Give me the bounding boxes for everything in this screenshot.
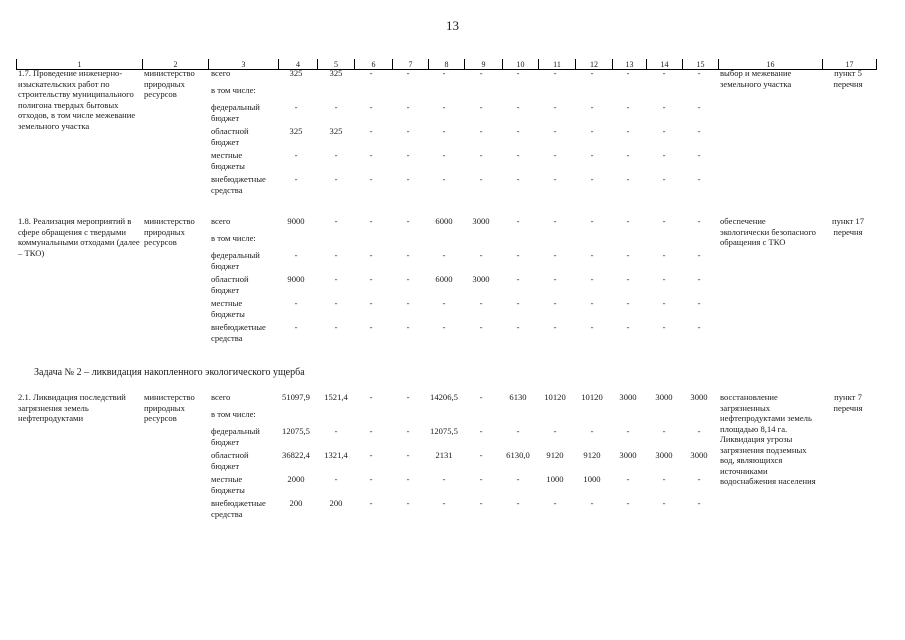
funding-value: -: [369, 274, 373, 284]
funding-value: -: [294, 322, 298, 332]
funding-value: 9000: [287, 216, 305, 226]
funding-value: -: [590, 126, 594, 136]
funding-value: -: [697, 216, 701, 226]
funding-value: -: [662, 274, 666, 284]
funding-value: -: [626, 474, 630, 484]
funding-value: -: [662, 102, 666, 112]
funding-value: -: [662, 298, 666, 308]
funding-source: местные бюджеты: [211, 298, 245, 319]
funding-value: -: [369, 150, 373, 160]
funding-value: 2131: [435, 450, 453, 460]
funding-value: -: [626, 274, 630, 284]
funding-source: областной бюджет: [211, 126, 249, 147]
funding-value: -: [516, 498, 520, 508]
funding-value: 3000: [619, 392, 637, 402]
funding-source: в том числе:: [211, 85, 256, 95]
block-executor: министерство природных ресурсов: [144, 216, 195, 247]
funding-value: 14206,5: [430, 392, 458, 402]
funding-value: -: [479, 250, 483, 260]
funding-value: -: [626, 174, 630, 184]
block-executor: министерство природных ресурсов: [144, 392, 195, 423]
funding-value: -: [442, 298, 446, 308]
funding-value: -: [442, 498, 446, 508]
funding-value: -: [662, 474, 666, 484]
list-reference: пункт 7 перечня: [833, 392, 863, 413]
funding-value: -: [662, 216, 666, 226]
funding-source: всего: [211, 392, 231, 402]
funding-source: в том числе:: [211, 233, 256, 243]
funding-source: внебюджетные средства: [211, 322, 266, 343]
funding-value: 200: [329, 498, 343, 508]
funding-value: -: [442, 322, 446, 332]
funding-value: -: [479, 126, 483, 136]
funding-value: -: [697, 174, 701, 184]
funding-value: -: [516, 298, 520, 308]
funding-value: 9120: [546, 450, 564, 460]
funding-value: -: [334, 298, 338, 308]
funding-value: -: [626, 216, 630, 226]
funding-value: -: [697, 426, 701, 436]
block-executor: министерство природных ресурсов: [144, 68, 195, 99]
funding-value: -: [590, 216, 594, 226]
funding-value: 200: [289, 498, 303, 508]
funding-value: 1321,4: [324, 450, 348, 460]
funding-value: -: [626, 298, 630, 308]
funding-value: -: [334, 474, 338, 484]
block-title: 1.8. Реализация мероприятий в сфере обращения с твердыми коммунальными отходами (далее – ТКО): [18, 216, 140, 258]
task-heading: Задача № 2 – ликвидация накопленного экологического ущерба: [34, 367, 305, 378]
column-number-17: 17: [822, 59, 877, 70]
funding-value: -: [662, 498, 666, 508]
funding-value: -: [406, 298, 410, 308]
funding-value: -: [626, 126, 630, 136]
funding-value: -: [516, 322, 520, 332]
funding-value: -: [590, 298, 594, 308]
funding-source: всего: [211, 216, 231, 226]
funding-value: 1521,4: [324, 392, 348, 402]
funding-value: 325: [329, 68, 343, 78]
funding-value: -: [662, 174, 666, 184]
funding-value: -: [479, 322, 483, 332]
funding-source: местные бюджеты: [211, 474, 245, 495]
funding-value: -: [590, 274, 594, 284]
funding-value: 325: [289, 68, 303, 78]
funding-value: 51097,9: [282, 392, 310, 402]
funding-value: -: [697, 498, 701, 508]
column-number-1: 1: [16, 59, 143, 70]
funding-value: -: [697, 298, 701, 308]
funding-value: -: [662, 150, 666, 160]
funding-value: -: [479, 174, 483, 184]
funding-value: 3000: [690, 392, 708, 402]
funding-value: -: [590, 102, 594, 112]
block-title: 2.1. Ликвидация последствий загрязнения земель нефтепродуктами: [18, 392, 126, 423]
expected-result: восстановление загрязненных нефтепродуктами земель площадью 8,14 га. Ликвидация угрозы загрязнения подземных вод, являющихся источниками водоснабжения населения: [720, 392, 816, 486]
column-number-2: 2: [142, 59, 209, 70]
funding-value: -: [697, 68, 701, 78]
funding-value: -: [697, 250, 701, 260]
expected-result: выбор и межевание земельного участка: [720, 68, 792, 89]
funding-value: -: [294, 174, 298, 184]
funding-value: -: [553, 102, 557, 112]
column-number-7: 7: [392, 59, 429, 70]
funding-value: -: [516, 474, 520, 484]
column-number-13: 13: [612, 59, 647, 70]
funding-value: -: [553, 250, 557, 260]
funding-value: -: [553, 274, 557, 284]
funding-value: -: [334, 250, 338, 260]
funding-value: -: [334, 322, 338, 332]
funding-source: местные бюджеты: [211, 150, 245, 171]
list-reference: пункт 17 перечня: [831, 216, 865, 237]
funding-value: -: [334, 426, 338, 436]
funding-value: 6130,0: [506, 450, 530, 460]
funding-value: -: [442, 150, 446, 160]
funding-value: -: [516, 126, 520, 136]
funding-value: 6130: [509, 392, 527, 402]
funding-value: 10120: [544, 392, 566, 402]
funding-value: -: [626, 426, 630, 436]
column-number-16: 16: [718, 59, 823, 70]
funding-value: -: [406, 250, 410, 260]
funding-value: 3000: [472, 274, 490, 284]
funding-value: -: [442, 126, 446, 136]
funding-value: -: [553, 426, 557, 436]
funding-value: -: [406, 102, 410, 112]
funding-value: -: [369, 216, 373, 226]
funding-value: 6000: [435, 274, 453, 284]
funding-value: -: [479, 298, 483, 308]
funding-value: -: [697, 474, 701, 484]
funding-value: -: [369, 126, 373, 136]
column-number-3: 3: [208, 59, 279, 70]
funding-value: -: [442, 102, 446, 112]
funding-source: областной бюджет: [211, 450, 249, 471]
funding-value: -: [590, 174, 594, 184]
funding-value: -: [406, 498, 410, 508]
funding-value: -: [442, 474, 446, 484]
funding-value: -: [369, 474, 373, 484]
column-number-6: 6: [354, 59, 393, 70]
funding-value: -: [406, 126, 410, 136]
funding-value: 3000: [619, 450, 637, 460]
funding-value: 325: [289, 126, 303, 136]
column-number-10: 10: [502, 59, 539, 70]
funding-value: 9120: [583, 450, 601, 460]
funding-value: -: [369, 174, 373, 184]
funding-value: 3000: [655, 392, 673, 402]
funding-value: 1000: [546, 474, 564, 484]
funding-value: -: [294, 150, 298, 160]
block-title: 1.7. Проведение инженерно-изыскательских работ по строительству муниципального полигона твердых бытовых отходов, в том числе межевание земельного участка: [18, 68, 136, 131]
funding-value: -: [697, 126, 701, 136]
funding-value: -: [626, 322, 630, 332]
funding-value: -: [516, 216, 520, 226]
funding-value: -: [479, 68, 483, 78]
funding-source: федеральный бюджет: [211, 250, 260, 271]
funding-value: -: [369, 426, 373, 436]
list-reference: пункт 5 перечня: [833, 68, 863, 89]
funding-value: 3000: [655, 450, 673, 460]
funding-value: -: [334, 174, 338, 184]
funding-value: -: [294, 298, 298, 308]
funding-value: 12075,5: [282, 426, 310, 436]
funding-value: 1000: [583, 474, 601, 484]
funding-value: -: [406, 426, 410, 436]
funding-value: -: [479, 392, 483, 402]
funding-source: федеральный бюджет: [211, 102, 260, 123]
funding-value: -: [553, 68, 557, 78]
funding-value: -: [406, 322, 410, 332]
funding-value: 2000: [287, 474, 305, 484]
funding-value: -: [590, 68, 594, 78]
funding-value: -: [406, 450, 410, 460]
funding-value: -: [442, 68, 446, 78]
funding-value: -: [406, 150, 410, 160]
funding-value: -: [662, 68, 666, 78]
funding-value: -: [516, 174, 520, 184]
funding-value: -: [590, 322, 594, 332]
funding-value: -: [662, 126, 666, 136]
column-number-14: 14: [646, 59, 683, 70]
funding-value: -: [479, 426, 483, 436]
funding-value: -: [516, 102, 520, 112]
funding-value: -: [553, 322, 557, 332]
funding-value: -: [553, 498, 557, 508]
funding-value: -: [479, 474, 483, 484]
funding-value: -: [369, 298, 373, 308]
funding-value: -: [516, 150, 520, 160]
funding-value: -: [479, 102, 483, 112]
funding-value: -: [334, 150, 338, 160]
funding-value: -: [626, 150, 630, 160]
funding-value: -: [479, 450, 483, 460]
funding-value: -: [369, 250, 373, 260]
funding-value: 6000: [435, 216, 453, 226]
funding-value: -: [516, 274, 520, 284]
funding-value: -: [479, 150, 483, 160]
funding-value: -: [553, 298, 557, 308]
funding-value: -: [442, 250, 446, 260]
funding-value: -: [662, 322, 666, 332]
funding-value: -: [626, 68, 630, 78]
funding-value: -: [662, 250, 666, 260]
funding-value: -: [697, 274, 701, 284]
column-number-8: 8: [428, 59, 465, 70]
funding-value: -: [369, 68, 373, 78]
funding-value: -: [406, 174, 410, 184]
funding-value: 325: [329, 126, 343, 136]
funding-value: -: [334, 102, 338, 112]
funding-value: -: [369, 392, 373, 402]
funding-value: 10120: [581, 392, 603, 402]
funding-value: -: [590, 250, 594, 260]
funding-value: -: [626, 102, 630, 112]
funding-value: -: [369, 498, 373, 508]
funding-value: -: [406, 274, 410, 284]
funding-value: -: [697, 150, 701, 160]
funding-value: -: [626, 250, 630, 260]
funding-value: -: [406, 474, 410, 484]
funding-value: -: [406, 216, 410, 226]
funding-source: внебюджетные средства: [211, 174, 266, 195]
funding-value: -: [406, 68, 410, 78]
funding-value: -: [406, 392, 410, 402]
column-number-4: 4: [278, 59, 318, 70]
funding-value: -: [369, 102, 373, 112]
funding-value: 36822,4: [282, 450, 310, 460]
funding-value: -: [369, 450, 373, 460]
funding-value: -: [294, 250, 298, 260]
funding-source: областной бюджет: [211, 274, 249, 295]
funding-value: -: [294, 102, 298, 112]
column-number-12: 12: [575, 59, 613, 70]
funding-source: в том числе:: [211, 409, 256, 419]
funding-value: -: [334, 216, 338, 226]
funding-value: -: [662, 426, 666, 436]
column-number-15: 15: [682, 59, 719, 70]
funding-value: -: [442, 174, 446, 184]
funding-value: -: [516, 68, 520, 78]
funding-value: -: [553, 126, 557, 136]
funding-value: 9000: [287, 274, 305, 284]
funding-value: -: [590, 498, 594, 508]
funding-value: -: [697, 322, 701, 332]
funding-value: -: [590, 150, 594, 160]
funding-value: 12075,5: [430, 426, 458, 436]
funding-value: -: [369, 322, 373, 332]
funding-value: -: [479, 498, 483, 508]
funding-value: -: [553, 174, 557, 184]
funding-value: -: [553, 216, 557, 226]
funding-value: 3000: [472, 216, 490, 226]
page-number: 13: [446, 18, 459, 33]
funding-value: 3000: [690, 450, 708, 460]
funding-source: всего: [211, 68, 231, 78]
funding-value: -: [516, 426, 520, 436]
funding-source: федеральный бюджет: [211, 426, 260, 447]
funding-value: -: [590, 426, 594, 436]
expected-result: обеспечение экологически безопасного обращения с ТКО: [720, 216, 816, 247]
column-number-11: 11: [538, 59, 576, 70]
funding-value: -: [697, 102, 701, 112]
funding-value: -: [553, 150, 557, 160]
funding-source: внебюджетные средства: [211, 498, 266, 519]
column-number-9: 9: [464, 59, 503, 70]
funding-value: -: [626, 498, 630, 508]
funding-value: -: [516, 250, 520, 260]
column-number-5: 5: [317, 59, 355, 70]
funding-value: -: [334, 274, 338, 284]
